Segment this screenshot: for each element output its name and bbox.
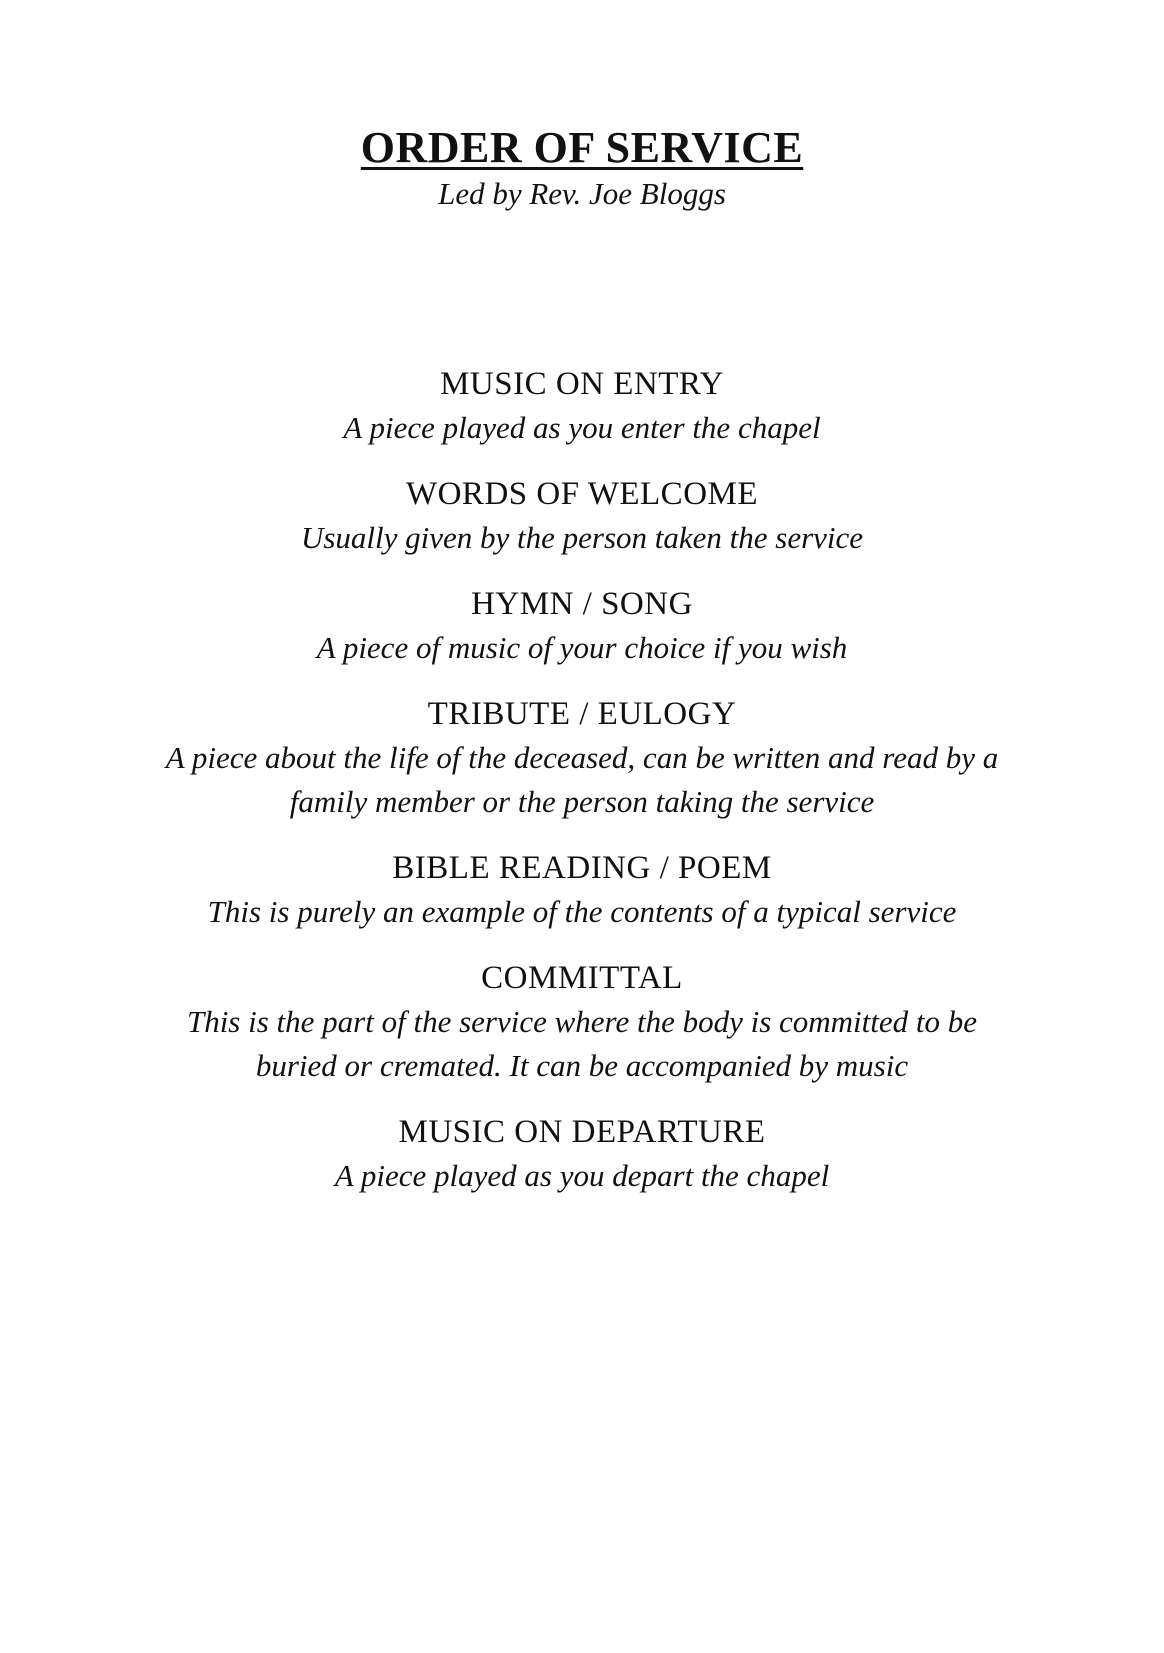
service-item-tribute-eulogy xyxy=(0,692,1164,824)
service-item-committal xyxy=(0,956,1164,1088)
page-title: ORDER OF SERVICE xyxy=(360,123,804,172)
item-description-line: This is the part of the service where the body is committed to be xyxy=(186,1004,978,1039)
item-description-line: A piece of music of your choice if you wish xyxy=(316,630,848,665)
service-item-bible-reading-poem xyxy=(0,846,1164,934)
item-description-line: A piece about the life of the deceased, can be written and read by a xyxy=(165,740,999,775)
item-description-line: Usually given by the person taken the service xyxy=(300,520,864,555)
item-description-line: A piece played as you enter the chapel xyxy=(343,410,821,445)
item-title: TRIBUTE / EULOGY xyxy=(427,696,737,732)
item-title: BIBLE READING / POEM xyxy=(392,850,772,886)
item-title: HYMN / SONG xyxy=(471,586,693,622)
page-subtitle: Led by Rev. Joe Bloggs xyxy=(438,176,726,211)
item-description-line: This is purely an example of the contents of a typical service xyxy=(207,894,957,929)
item-description-line: A piece played as you depart the chapel xyxy=(334,1158,830,1193)
service-item-music-on-entry xyxy=(0,362,1164,450)
header xyxy=(0,122,1164,214)
service-item-words-of-welcome xyxy=(0,472,1164,560)
item-title: COMMITTAL xyxy=(481,960,683,996)
item-description-line: family member or the person taking the service xyxy=(289,784,875,819)
service-items xyxy=(0,362,1164,1220)
service-item-hymn-song xyxy=(0,582,1164,670)
service-item-music-on-departure xyxy=(0,1110,1164,1198)
item-title: WORDS OF WELCOME xyxy=(405,476,759,512)
item-title: MUSIC ON ENTRY xyxy=(440,366,724,402)
item-description-line: buried or cremated. It can be accompanied by music xyxy=(255,1048,909,1083)
item-title: MUSIC ON DEPARTURE xyxy=(398,1114,766,1150)
